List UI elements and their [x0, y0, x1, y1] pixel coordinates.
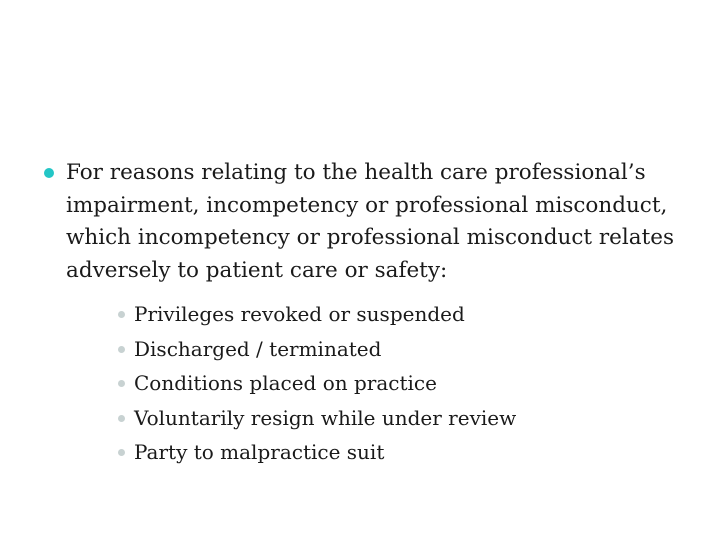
main-bullet	[40, 157, 700, 464]
primary-bullet-dot-icon	[44, 168, 54, 178]
sub-bullet-text: Voluntarily resign while under review	[134, 405, 517, 430]
sub-bullet-list	[118, 297, 516, 470]
sub-bullet-text: Party to malpractice suit	[134, 440, 385, 464]
secondary-bullet-dot-icon	[118, 449, 125, 456]
main-bullet-text: For reasons relating to the health care professional’s impairment, incompetency or professional misconduct, which incompetency or professional misconduct relates adversely to patient care or safety:	[66, 160, 674, 283]
secondary-bullet-dot-icon	[118, 346, 125, 353]
sub-bullet-item	[118, 297, 516, 332]
sub-bullet-text: Discharged / terminated	[134, 336, 382, 361]
sub-bullet-item	[118, 401, 516, 436]
sub-bullet-text: Privileges revoked or suspended	[134, 302, 465, 326]
secondary-bullet-dot-icon	[118, 311, 125, 318]
secondary-bullet-dot-icon	[118, 380, 125, 387]
sub-bullet-item	[118, 332, 516, 367]
sub-bullet-item	[118, 366, 516, 401]
sub-bullet-item	[118, 435, 516, 470]
secondary-bullet-dot-icon	[118, 415, 125, 422]
sub-bullet-text: Conditions placed on practice	[134, 371, 437, 395]
